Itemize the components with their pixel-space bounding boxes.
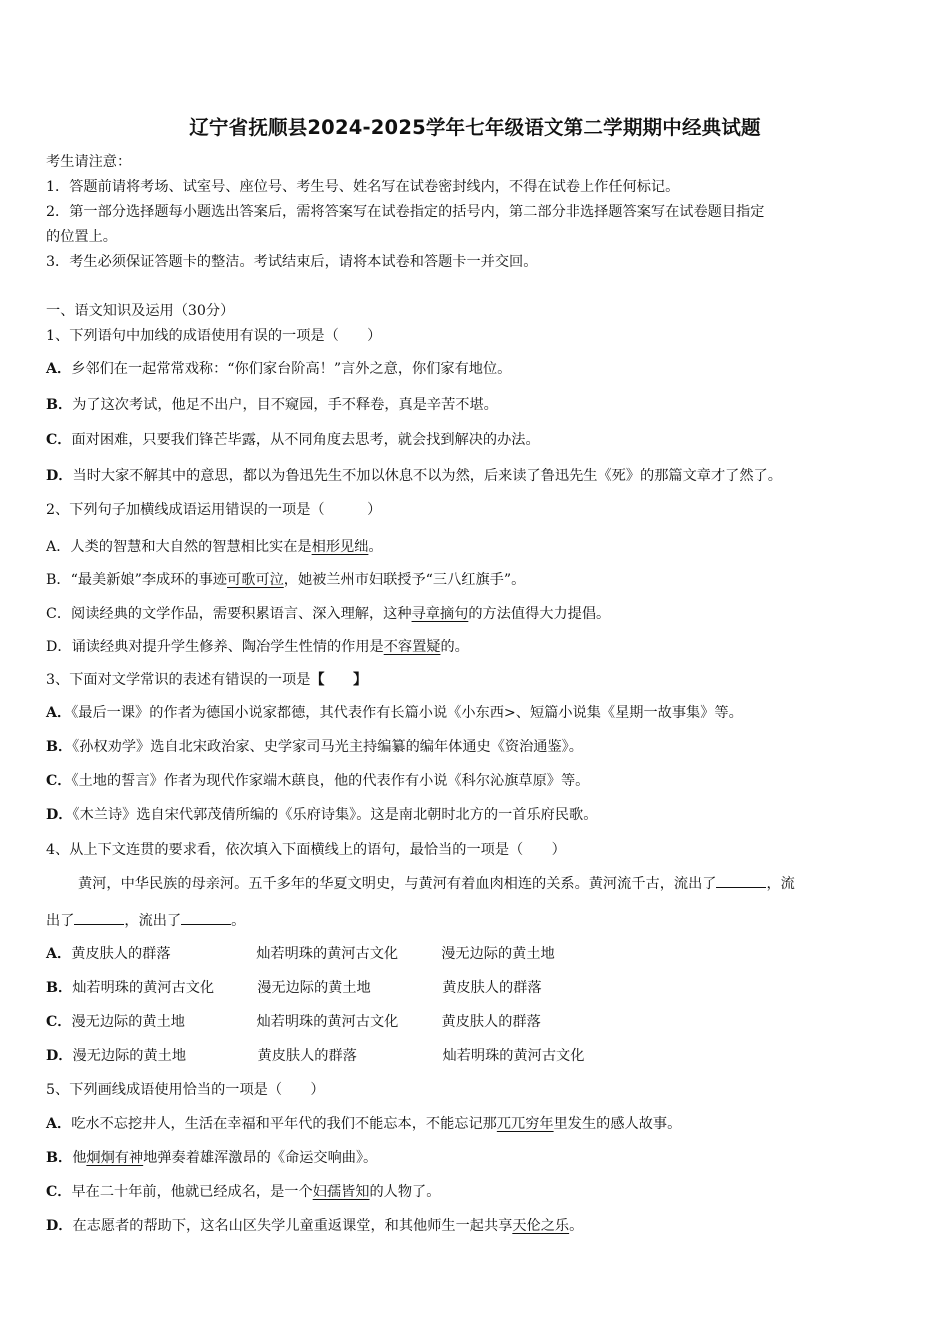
q4-passage-line-2 bbox=[46, 910, 245, 931]
q5-stem: 5、下列画线成语使用恰当的一项是（ ） bbox=[46, 1082, 325, 1098]
option-text: 吃水不忘挖井人，生活在幸福和平年代的我们不能忘本，不能忘记那 bbox=[71, 1116, 497, 1132]
option-text: 《木兰诗》选自宋代郭茂倩所编的《乐府诗集》。这是南北朝时北方的一首乐府民歌。 bbox=[72, 807, 598, 823]
option-text: 在志愿者的帮助下，这名山区失学儿童重返课堂，和其他师生一起共享 bbox=[72, 1218, 513, 1234]
q1-option-c bbox=[46, 430, 540, 450]
underlined-idiom: 寻章摘句 bbox=[411, 606, 469, 622]
option-label: A． bbox=[46, 705, 72, 721]
q5-option-c bbox=[46, 1182, 440, 1202]
option-text: 乡邻们在一起常常戏称：“你们家台阶高！”言外之意，你们家有地位。 bbox=[71, 361, 512, 377]
option-label: C． bbox=[46, 773, 72, 789]
q4-stem: 4、从上下文连贯的要求看，依次填入下面横线上的语句，最恰当的一项是（ ） bbox=[46, 842, 566, 858]
option-label: D． bbox=[46, 468, 73, 484]
notice-item-2-cont: 的位置上。 bbox=[46, 229, 117, 245]
q5-option-b bbox=[46, 1148, 377, 1168]
option-text: A．人类的智慧和大自然的智慧相比实在是 bbox=[46, 539, 312, 555]
passage-text: ，流出了 bbox=[124, 913, 182, 929]
underlined-idiom: 可歌可泣 bbox=[227, 572, 284, 588]
q3-option-a bbox=[46, 703, 743, 723]
q3-option-d bbox=[46, 805, 597, 825]
option-text: 他 bbox=[72, 1150, 87, 1166]
q4-passage-line-1 bbox=[78, 873, 795, 894]
underlined-idiom: 相形见绌 bbox=[311, 539, 369, 555]
option-phrase-3: 漫无边际的黄土地 bbox=[441, 946, 555, 962]
option-label: B． bbox=[46, 980, 73, 996]
q4-option-b bbox=[46, 978, 542, 998]
q4-option-d bbox=[46, 1046, 584, 1066]
q5-option-a bbox=[46, 1114, 681, 1134]
option-text: 当时大家不解其中的意思，都以为鲁迅先生不加以休息不以为然，后来读了鲁迅先生《死》的那篇文章才了然了。 bbox=[72, 468, 782, 484]
option-text: B．“最美新娘”李成环的事迹 bbox=[46, 572, 227, 588]
option-text: 地弹奏着雄浑激昂的《命运交响曲》。 bbox=[143, 1150, 378, 1166]
option-label: C． bbox=[46, 1184, 72, 1200]
q1-option-d bbox=[46, 466, 782, 486]
option-text: 《最后一课》的作者为德国小说家都德，其代表作有长篇小说《小东西>、短篇小说集《星期一故事集》等。 bbox=[71, 705, 743, 721]
stem-text: 3、下面对文学常识的表述有错误的一项是 bbox=[46, 672, 311, 688]
option-text: 。 bbox=[569, 1218, 584, 1234]
fill-blank bbox=[74, 910, 124, 925]
q4-option-c bbox=[46, 1012, 541, 1032]
q2-option-a bbox=[46, 537, 383, 557]
option-phrase-1: 漫无边际的黄土地 bbox=[72, 1048, 187, 1064]
q1-stem: 1、下列语句中加线的成语使用有误的一项是（ ） bbox=[46, 328, 382, 344]
q1-option-a bbox=[46, 359, 511, 379]
option-label: A． bbox=[46, 946, 72, 962]
option-text: 里发生的感人故事。 bbox=[553, 1116, 682, 1132]
passage-text: 黄河，中华民族的母亲河。五千多年的华夏文明史，与黄河有着血肉相连的关系。黄河流千古，流出了 bbox=[78, 876, 717, 892]
q3-stem bbox=[46, 670, 367, 690]
underlined-idiom: 兀兀穷年 bbox=[496, 1116, 554, 1132]
passage-text: 。 bbox=[231, 913, 246, 929]
answer-bracket: 【 】 bbox=[310, 672, 368, 688]
option-phrase-2: 漫无边际的黄土地 bbox=[257, 980, 371, 996]
option-text: 的人物了。 bbox=[369, 1184, 441, 1200]
option-text: 《土地的誓言》作者为现代作家端木蕻良，他的代表作有小说《科尔沁旗草原》等。 bbox=[71, 773, 590, 789]
option-phrase-2: 灿若明珠的黄河古文化 bbox=[256, 946, 399, 962]
option-text: 早在二十年前，他就已经成名，是一个 bbox=[71, 1184, 313, 1200]
section-heading: 一、语文知识及运用（30分） bbox=[46, 303, 235, 319]
q2-stem: 2、下列句子加横线成语运用错误的一项是（ ） bbox=[46, 502, 382, 518]
fill-blank bbox=[716, 873, 766, 888]
option-phrase-2: 灿若明珠的黄河古文化 bbox=[256, 1014, 399, 1030]
q4-option-a bbox=[46, 944, 555, 964]
q1-option-b bbox=[46, 395, 498, 415]
option-label: D． bbox=[46, 1218, 73, 1234]
exam-title: 辽宁省抚顺县2024-2025学年七年级语文第二学期期中经典试题 bbox=[189, 116, 761, 139]
underlined-idiom: 炯炯有神 bbox=[86, 1150, 144, 1166]
notice-item-3: 3．考生必须保证答题卡的整洁。考试结束后，请将本试卷和答题卡一并交回。 bbox=[46, 254, 538, 270]
option-phrase-3: 灿若明珠的黄河古文化 bbox=[442, 1048, 585, 1064]
fill-blank bbox=[181, 910, 231, 925]
option-text: 的方法值得大力提倡。 bbox=[468, 606, 611, 622]
q2-option-c bbox=[46, 604, 610, 624]
option-text: 面对困难，只要我们锋芒毕露，从不同角度去思考，就会找到解决的办法。 bbox=[71, 432, 540, 448]
option-text: ，她被兰州市妇联授予“三八红旗手”。 bbox=[283, 572, 526, 588]
option-phrase-3: 黄皮肤人的群落 bbox=[442, 980, 542, 996]
passage-text: 出了 bbox=[46, 913, 75, 929]
underlined-idiom: 妇孺皆知 bbox=[312, 1184, 370, 1200]
notice-item-2: 2．第一部分选择题每小题选出答案后，需将答案写在试卷指定的括号内，第二部分非选择题答案写在试卷题目指定 bbox=[46, 204, 765, 220]
q5-option-d bbox=[46, 1216, 583, 1236]
notice-header: 考生请注意： bbox=[46, 154, 132, 170]
passage-text: ，流 bbox=[766, 876, 795, 892]
notice-item-1: 1．答题前请将考场、试室号、座位号、考生号、姓名写在试卷密封线内，不得在试卷上作任何标记。 bbox=[46, 179, 680, 195]
q3-option-b bbox=[46, 737, 583, 757]
option-text: 的。 bbox=[440, 639, 469, 655]
option-text: 为了这次考试，他足不出户，目不窥园，手不释卷，真是辛苦不堪。 bbox=[72, 397, 498, 413]
option-label: C． bbox=[46, 1014, 72, 1030]
option-phrase-1: 灿若明珠的黄河古文化 bbox=[72, 980, 215, 996]
option-label: D． bbox=[46, 807, 73, 823]
q3-option-c bbox=[46, 771, 589, 791]
option-text: C．阅读经典的文学作品，需要积累语言、深入理解，这种 bbox=[46, 606, 412, 622]
underlined-idiom: 不容置疑 bbox=[383, 639, 441, 655]
option-label: C． bbox=[46, 432, 72, 448]
option-label: B． bbox=[46, 739, 73, 755]
option-label: B． bbox=[46, 1150, 73, 1166]
underlined-idiom: 天伦之乐 bbox=[512, 1218, 570, 1234]
option-phrase-3: 黄皮肤人的群落 bbox=[441, 1014, 541, 1030]
option-label: B． bbox=[46, 397, 73, 413]
q2-option-b bbox=[46, 570, 525, 590]
q2-option-d bbox=[46, 637, 469, 657]
option-label: A． bbox=[46, 1116, 72, 1132]
option-text: 《孙权劝学》选自北宋政治家、史学家司马光主持编纂的编年体通史《资治通鉴》。 bbox=[72, 739, 583, 755]
option-phrase-1: 黄皮肤人的群落 bbox=[71, 946, 171, 962]
option-phrase-1: 漫无边际的黄土地 bbox=[71, 1014, 185, 1030]
option-label: A． bbox=[46, 361, 72, 377]
option-label: D． bbox=[46, 1048, 73, 1064]
option-phrase-2: 黄皮肤人的群落 bbox=[257, 1048, 357, 1064]
option-text: D．诵读经典对提升学生修养、陶冶学生性情的作用是 bbox=[46, 639, 384, 655]
option-text: 。 bbox=[368, 539, 383, 555]
